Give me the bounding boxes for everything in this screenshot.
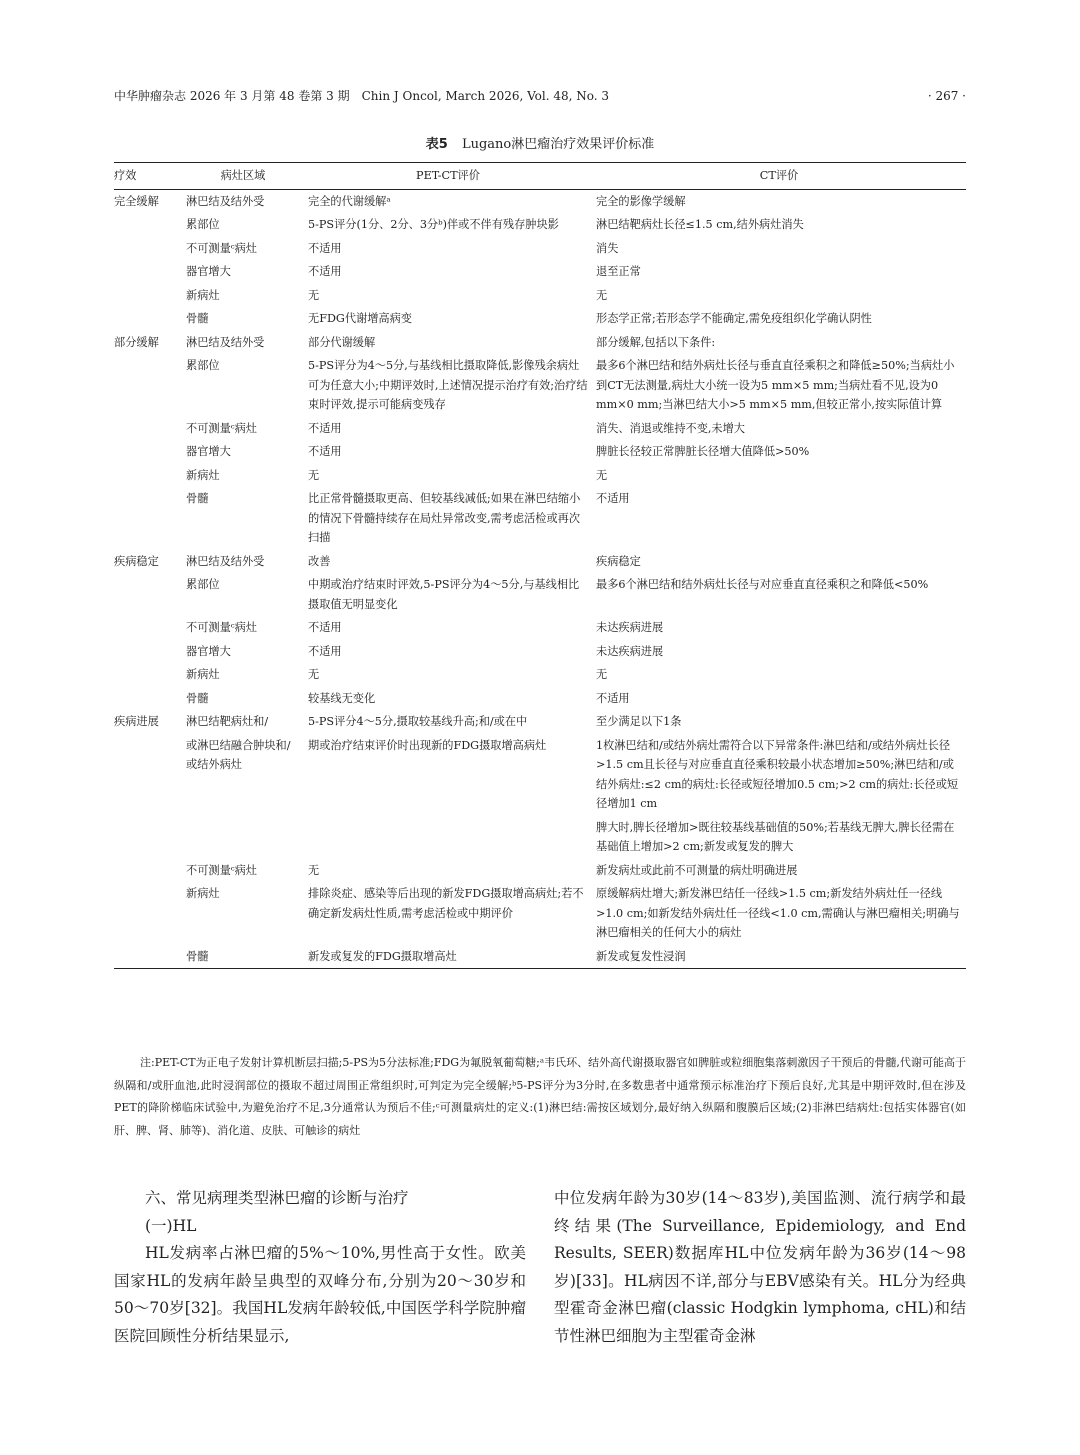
cell-ct: 不适用 [596, 492, 630, 505]
cell-ct: 原缓解病灶增大;新发淋巴结任一径线>1.5 cm;新发结外病灶任一径线>1.0 cm;如新发结外病灶任一径线<1.0 cm,需确认与淋巴瘤相关;明确与淋巴瘤相关的任何大小的病灶 [596, 887, 960, 939]
cell-response [114, 440, 182, 464]
cell-lesion-area: 器官增大 [186, 445, 231, 458]
cell-lesion-area: 器官增大 [186, 265, 231, 278]
table-row [114, 464, 966, 488]
body-text [114, 1185, 966, 1350]
cell-ct: 脾脏长径较正常脾脏长径增大值降低>50% [596, 445, 810, 458]
header-pet-ct: PET-CT评价 [304, 163, 592, 190]
cell-pet-ct: 无 [308, 863, 320, 877]
cell-lesion-area: 骨髓 [186, 949, 209, 963]
cell-lesion-area: 不可测量ᶜ病灶 [186, 621, 257, 634]
running-head [114, 88, 966, 104]
page-number: · 267 · [927, 89, 966, 103]
cell-ct: 脾大时,脾长径增加>既往较基线基础值的50%;若基线无脾大,脾长径需在基础值上增加>2 cm;新发或复发的脾大 [596, 820, 955, 853]
cell-lesion-area: 累部位 [186, 578, 220, 591]
header-ct: CT评价 [592, 163, 966, 190]
cell-lesion-area: 器官增大 [186, 644, 231, 658]
cell-response [114, 640, 182, 664]
cell-pet-ct: 期或治疗结束评价时出现新的FDG摄取增高病灶 [308, 738, 547, 752]
response-criteria-table [114, 162, 966, 969]
cell-ct: 疾病稳定 [596, 554, 641, 568]
cell-lesion-area: 累部位 [186, 359, 220, 372]
table-row [114, 859, 966, 883]
cell-response: 疾病进展 [114, 715, 159, 728]
cell-response [114, 237, 182, 261]
table-title: Lugano淋巴瘤治疗效果评价标准 [461, 137, 655, 152]
cell-ct: 无 [596, 468, 608, 482]
table-row [114, 237, 966, 261]
cell-lesion-area: 骨髓 [186, 492, 209, 505]
cell-response [114, 616, 182, 640]
cell-lesion-area: 淋巴结及结外受 [186, 335, 265, 349]
cell-lesion-area: 或淋巴结融合肿块和/或结外病灶 [186, 738, 291, 771]
cell-ct: 无 [596, 668, 608, 681]
cell-lesion-area: 新病灶 [186, 887, 220, 900]
cell-response [114, 945, 182, 969]
table-row [114, 213, 966, 237]
cell-response [114, 816, 182, 859]
cell-pet-ct: 排除炎症、感染等后出现的新发FDG摄取增高病灶;若不确定新发病灶性质,需考虑活检或中期评价 [308, 887, 584, 920]
cell-pet-ct: 比正常骨髓摄取更高、但较基线减低;如果在淋巴结缩小的情况下骨髓持续存在局灶异常改变,需考虑活检或再次扫描 [308, 492, 581, 544]
cell-pet-ct: 5-PS评分为4～5分,与基线相比摄取降低,影像残余病灶可为任意大小;中期评效时,上述情况提示治疗有效;治疗结束时评效,提示可能病变残存 [308, 359, 588, 411]
cell-response: 部分缓解 [114, 335, 159, 349]
table-row [114, 882, 966, 945]
cell-pet-ct: 不适用 [308, 621, 342, 634]
cell-ct: 最多6个淋巴结和结外病灶长径与对应垂直直径乘积之和降低<50% [596, 578, 929, 591]
cell-response [114, 464, 182, 488]
cell-response [114, 260, 182, 284]
cell-lesion-area: 淋巴结及结外受 [186, 554, 265, 568]
table-row [114, 734, 966, 816]
cell-lesion-area: 新病灶 [186, 288, 220, 302]
cell-lesion-area: 新病灶 [186, 668, 220, 681]
cell-ct: 退至正常 [596, 265, 641, 278]
table-row [114, 573, 966, 616]
cell-pet-ct: 部分代谢缓解 [308, 335, 376, 349]
cell-ct: 新发或复发性浸润 [596, 949, 686, 963]
cell-response [114, 882, 182, 945]
table-row [114, 189, 966, 213]
cell-pet-ct: 5-PS评分(1分、2分、3分ᵇ)伴或不伴有残存肿块影 [308, 218, 559, 231]
cell-ct: 淋巴结靶病灶长径≤1.5 cm,结外病灶消失 [596, 218, 804, 231]
table-row [114, 417, 966, 441]
table-row [114, 307, 966, 331]
table-row [114, 260, 966, 284]
subsection-heading: (一)HL [145, 1216, 197, 1235]
table-number: 表5 [425, 137, 448, 152]
cell-response [114, 859, 182, 883]
cell-lesion-area: 淋巴结及结外受 [186, 194, 265, 208]
right-column [554, 1185, 966, 1350]
cell-pet-ct: 完全的代谢缓解ᵃ [308, 194, 391, 208]
section-heading: 六、常见病理类型淋巴瘤的诊断与治疗 [145, 1189, 409, 1207]
cell-lesion-area: 骨髓 [186, 312, 209, 325]
cell-lesion-area: 不可测量ᶜ病灶 [186, 421, 257, 435]
cell-ct: 部分缓解,包括以下条件: [596, 335, 716, 349]
table-row [114, 616, 966, 640]
cell-lesion-area: 骨髓 [186, 691, 209, 705]
table-row [114, 331, 966, 355]
cell-ct: 形态学正常;若形态学不能确定,需免疫组织化学确认阴性 [596, 312, 872, 325]
cell-pet-ct: 不适用 [308, 265, 342, 278]
cell-ct: 1枚淋巴结和/或结外病灶需符合以下异常条件:淋巴结和/或结外病灶长径>1.5 cm且长径与对应垂直直径乘积较最小状态增加≥50%;淋巴结和/或结外病灶:≤2 cm的病灶:长径或短径增加0.5 cm;>2 cm的病灶:长径或短径增加1 cm [596, 738, 959, 810]
paragraph: 中位发病年龄为30岁(14～83岁),美国监测、流行病学和最终结果(The Surveillance, Epidemiology, and End Results, SEER)数据库HL中位发病年龄为36岁(14～98岁)[33]。HL病因不详,部分与EBV感染有关。HL分为经典型霍奇金淋巴瘤(classic Hodgkin lymphoma, cHL)和结节性淋巴细胞为主型霍奇金淋 [554, 1189, 966, 1345]
cell-pet-ct: 不适用 [308, 421, 342, 435]
cell-lesion-area [182, 816, 304, 859]
cell-ct: 最多6个淋巴结和结外病灶长径与垂直直径乘积之和降低≥50%;当病灶小到CT无法测量,病灶大小统一设为5 mm×5 mm;当病灶看不见,设为0 mm×0 mm;当淋巴结大小>5 mm×5 mm,但较正常小,按实际值计算 [596, 359, 955, 411]
table-row [114, 945, 966, 969]
cell-ct: 新发病灶或此前不可测量的病灶明确进展 [596, 863, 798, 877]
table-header-row [114, 163, 966, 190]
header-response: 疗效 [114, 163, 182, 190]
cell-lesion-area: 不可测量ᶜ病灶 [186, 241, 257, 255]
cell-response: 疾病稳定 [114, 554, 159, 568]
cell-response [114, 213, 182, 237]
cell-pet-ct: 无 [308, 288, 320, 302]
table-row [114, 687, 966, 711]
cell-response [114, 354, 182, 417]
cell-ct: 消失 [596, 241, 619, 255]
table-row [114, 816, 966, 859]
cell-ct: 未达疾病进展 [596, 621, 664, 634]
table-row [114, 663, 966, 687]
cell-ct: 未达疾病进展 [596, 644, 664, 658]
table-body [114, 189, 966, 969]
cell-response [114, 284, 182, 308]
cell-pet-ct: 不适用 [308, 445, 342, 458]
cell-response [114, 663, 182, 687]
cell-ct: 完全的影像学缓解 [596, 194, 686, 208]
cell-ct: 不适用 [596, 691, 630, 705]
paragraph: HL发病率占淋巴瘤的5%～10%,男性高于女性。欧美国家HL的发病年龄呈典型的双峰分布,分别为20～30岁和50～70岁[32]。我国HL发病年龄较低,中国医学科学院肿瘤医院回顾性分析结果显示, [114, 1244, 526, 1345]
cell-pet-ct [304, 816, 592, 859]
cell-lesion-area: 新病灶 [186, 468, 220, 482]
cell-pet-ct: 5-PS评分4～5分,摄取较基线升高;和/或在中 [308, 715, 528, 728]
cell-pet-ct: 无FDG代谢增高病变 [308, 312, 412, 325]
cell-pet-ct: 中期或治疗结束时评效,5-PS评分为4～5分,与基线相比摄取值无明显变化 [308, 578, 580, 611]
cell-ct: 至少满足以下1条 [596, 715, 682, 728]
cell-response [114, 687, 182, 711]
cell-pet-ct: 较基线无变化 [308, 691, 376, 705]
table-row [114, 284, 966, 308]
cell-response [114, 417, 182, 441]
left-column [114, 1185, 526, 1350]
cell-pet-ct: 不适用 [308, 241, 342, 255]
table-caption [114, 136, 966, 154]
cell-pet-ct: 无 [308, 468, 320, 482]
cell-lesion-area: 淋巴结靶病灶和/ [186, 715, 269, 728]
cell-response [114, 487, 182, 550]
table-row [114, 550, 966, 574]
cell-pet-ct: 不适用 [308, 644, 342, 658]
table-note: 注:PET-CT为正电子发射计算机断层扫描;5-PS为5分法标准;FDG为氟脱氧葡萄糖;ᵃ韦氏环、结外高代谢摄取器官如脾脏或粒细胞集落刺激因子干预后的骨髓,代谢可能高于纵隔和/或肝血池,此时浸润部位的摄取不超过周围正常组织时,可判定为完全缓解;ᵇ5-PS评分为3分时,在多数患者中通常预示标准治疗下预后良好,尤其是中期评效时,但在涉及PET的降阶梯临床试验中,为避免治疗不足,3分通常认为预后不佳;ᶜ可测量病灶的定义:(1)淋巴结:需按区域划分,最好纳入纵隔和腹膜后区域;(2)非淋巴结病灶:包括实体器官(如肝、脾、肾、肺等)、消化道、皮肤、可触诊的病灶 [114, 1056, 966, 1137]
table-row [114, 640, 966, 664]
table-row [114, 710, 966, 734]
running-head-left: 中华肿瘤杂志 2026 年 3 月第 48 卷第 3 期 Chin J Oncol, March 2026, Vol. 48, No. 3 [114, 89, 610, 103]
cell-response [114, 734, 182, 816]
cell-response [114, 307, 182, 331]
header-lesion-area: 病灶区域 [182, 163, 304, 190]
cell-ct: 消失、消退或维持不变,未增大 [596, 421, 745, 435]
table-row [114, 487, 966, 550]
table-row [114, 354, 966, 417]
cell-lesion-area: 不可测量ᶜ病灶 [186, 863, 257, 877]
table-row [114, 440, 966, 464]
cell-lesion-area: 累部位 [186, 218, 220, 231]
cell-ct: 无 [596, 288, 608, 302]
cell-pet-ct: 改善 [308, 554, 331, 568]
cell-pet-ct: 新发或复发的FDG摄取增高灶 [308, 949, 457, 963]
cell-pet-ct: 无 [308, 668, 320, 681]
cell-response: 完全缓解 [114, 194, 159, 208]
cell-response [114, 573, 182, 616]
